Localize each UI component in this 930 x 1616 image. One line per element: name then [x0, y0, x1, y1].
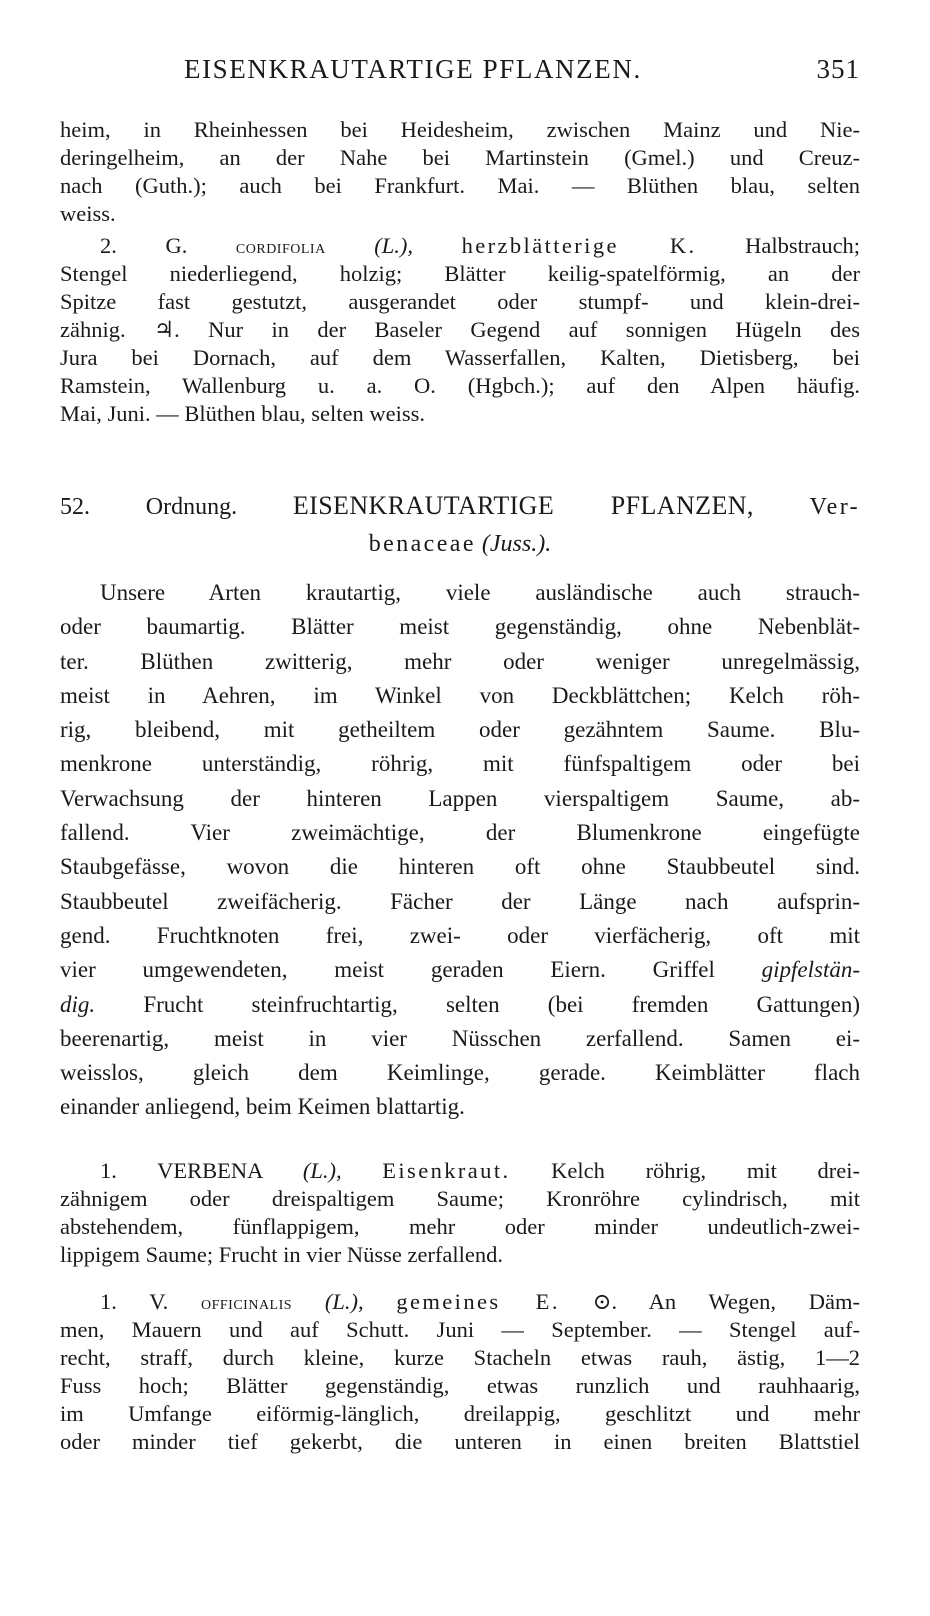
text-line: vier umgewendeten, meist geraden Eiern. Griffel gipfelstän-	[60, 957, 860, 983]
order-latin-name-part1: Ver-	[809, 494, 861, 520]
text-line: men, Mauern und auf Schutt. Juni — September. — Stengel auf-	[60, 1317, 860, 1342]
genus-number: 1.	[100, 1158, 117, 1183]
text-line: abstehendem, fünflappigem, mehr oder minder undeutlich-zwei-	[60, 1214, 860, 1239]
order-heading-line-2	[60, 525, 860, 563]
order-author: (Juss.).	[481, 531, 552, 557]
text-line: Staubgefässe, wovon die hinteren oft ohne Staubbeutel sind.	[60, 854, 860, 880]
text-line: einander anliegend, beim Keimen blattartig.	[60, 1094, 465, 1120]
page-number: 351	[816, 54, 860, 84]
running-title: EISENKRAUTARTIGE PFLANZEN.	[184, 54, 642, 84]
text-line: deringelheim, an der Nahe bei Martinstein (Gmel.) und Creuz-	[60, 145, 860, 170]
genus-common-name: Eisenkraut.	[382, 1158, 511, 1183]
species-author: (L.),	[374, 233, 414, 258]
text-line: beerenartig, meist in vier Nüsschen zerfallend. Samen ei-	[60, 1025, 860, 1051]
text-line: oder minder tief gekerbt, die unteren in einen breiten Blattstiel	[60, 1429, 860, 1454]
species-heading-line: 1. V. officinalis (L.), gemeines E. ⊙. An Wegen, Däm-	[100, 1289, 861, 1314]
text-line: Verwachsung der hinteren Lappen vierspaltigem Saume, ab-	[60, 785, 860, 811]
species-name: cordifolia	[235, 236, 326, 258]
text-line: oder baumartig. Blätter meist gegenständig, ohne Nebenblät-	[60, 614, 860, 640]
text-line: weiss.	[60, 201, 116, 226]
text-line: ter. Blüthen zwitterig, mehr oder weniger unregelmässig,	[60, 648, 860, 674]
text-line: Stengel niederliegend, holzig; Blätter keilig-spatelförmig, an der	[60, 261, 860, 286]
species-common-name: gemeines E.	[396, 1289, 560, 1314]
text-line: recht, straff, durch kleine, kurze Stacheln etwas rauh, ästig, 1—2	[60, 1345, 860, 1370]
species-number: 1. V.	[100, 1289, 169, 1314]
genus-heading-line: 1. VERBENA (L.), Eisenkraut. Kelch röhrig, mit drei-	[100, 1158, 860, 1183]
text-line: zähnig. ♃. Nur in der Baseler Gegend auf sonnigen Hügeln des	[60, 317, 860, 342]
genus-entry-verbena	[60, 1157, 860, 1269]
order-heading	[60, 487, 860, 563]
order-latin-name-part2: benaceae	[368, 531, 476, 557]
text-line: menkrone unterständig, röhrig, mit fünfspaltigem oder bei	[60, 751, 860, 777]
text-line: gend. Fruchtknoten frei, zwei- oder vierfächerig, oft mit	[60, 922, 860, 948]
species-entry-globularia-cordifolia	[60, 232, 860, 428]
italic-term: dig.	[60, 991, 96, 1017]
text-line: Unsere Arten krautartig, viele ausländische auch strauch-	[100, 580, 860, 605]
species-entry-verbena-officinalis	[60, 1288, 860, 1456]
text-line: heim, in Rheinhessen bei Heidesheim, zwischen Mainz und Nie-	[60, 117, 860, 142]
text-line: Staubbeutel zweifächerig. Fächer der Länge nach aufsprin-	[60, 888, 860, 914]
text-line: dig. Frucht steinfruchtartig, selten (bei fremden Gattungen)	[60, 991, 861, 1017]
text-line: lippigem Saume; Frucht in vier Nüsse zerfallend.	[60, 1242, 504, 1267]
text-line: Ramstein, Wallenburg u. a. O. (Hgbch.); auf den Alpen häufig.	[60, 373, 860, 398]
text-line: zähnigem oder dreispaltigem Saume; Kronröhre cylindrisch, mit	[60, 1186, 860, 1211]
genus-name: VERBENA	[157, 1158, 263, 1183]
text-line: Mai, Juni. — Blüthen blau, selten weiss.	[60, 401, 425, 426]
order-heading-line-1	[60, 487, 860, 525]
text-line: Jura bei Dornach, auf dem Wasserfallen, Kalten, Dietisberg, bei	[60, 345, 860, 370]
species-common-name: herzblätterige K.	[461, 233, 697, 258]
species-name: officinalis	[200, 1292, 293, 1314]
text-line: fallend. Vier zweimächtige, der Blumenkrone eingefügte	[60, 820, 860, 846]
italic-term: gipfelstän-	[761, 957, 860, 983]
species-author: (L.),	[324, 1289, 364, 1314]
annual-symbol-icon: ⊙.	[592, 1289, 618, 1314]
globularia-continued-paragraph	[60, 116, 860, 228]
genus-author: (L.),	[302, 1158, 342, 1183]
species-number: 2. G.	[100, 233, 188, 258]
order-description-paragraph	[60, 576, 860, 1125]
text-line: meist in Aehren, im Winkel von Deckblättchen; Kelch röh-	[60, 682, 860, 708]
text-line: nach (Guth.); auch bei Frankfurt. Mai. — Blüthen blau, selten	[60, 173, 860, 198]
species-heading-line: 2. G. cordifolia (L.), herzblätterige K. Halbstrauch;	[100, 233, 861, 258]
text-line: Spitze fast gestutzt, ausgerandet oder stumpf- und klein-drei-	[60, 289, 860, 314]
text-line: weisslos, gleich dem Keimlinge, gerade. Keimblätter flach	[60, 1060, 860, 1086]
text-line: im Umfange eiförmig-länglich, dreilappig, geschlitzt und mehr	[60, 1401, 860, 1426]
text-line: rig, bleibend, mit getheiltem oder gezähntem Saume. Blu-	[60, 717, 860, 743]
order-title: EISENKRAUTARTIGE PFLANZEN,	[292, 491, 754, 520]
page-header	[60, 54, 860, 94]
order-number: 52. Ordnung.	[60, 494, 238, 520]
text-line: Fuss hoch; Blätter gegenständig, etwas runzlich und rauhhaarig,	[60, 1373, 860, 1398]
